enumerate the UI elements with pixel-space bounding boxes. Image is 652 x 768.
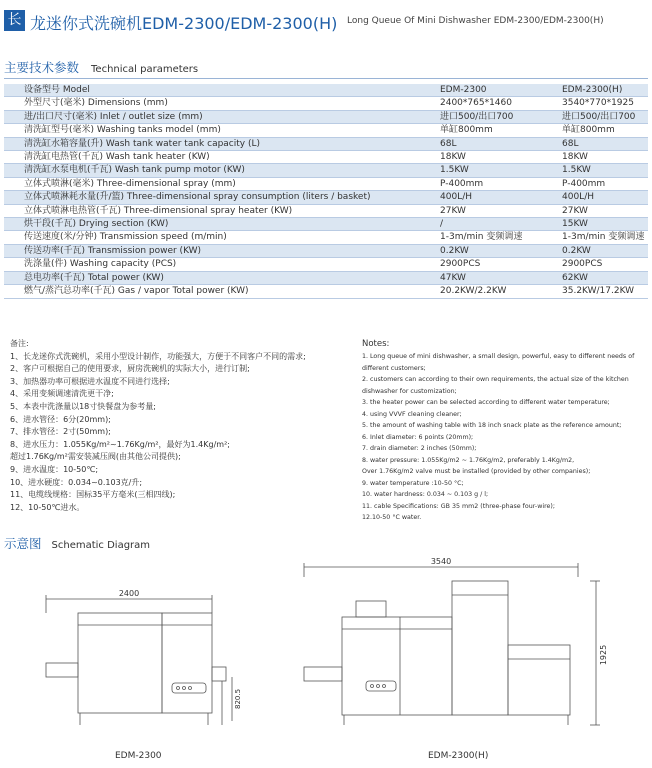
note-item-cn: 12、10-50℃进水。 (10, 502, 85, 512)
param-value-edm-2300: 27KW (436, 204, 558, 217)
param-row (4, 204, 648, 217)
note-item-cn: 2、客户可根据自己的使用要求，厨房洗碗机的实际大小，进行订制; (10, 364, 250, 374)
note-item-cn: 4、采用变频调速清洗更干净; (10, 389, 114, 399)
notes-en (362, 338, 650, 524)
param-value-edm-2300h: 3540*770*1925 (558, 97, 648, 110)
param-value-edm-2300h: 27KW (558, 204, 648, 217)
param-value-edm-2300: 47KW (436, 271, 558, 284)
top-hood (356, 601, 386, 617)
param-value-edm-2300h: 400L/H (558, 191, 648, 204)
note-item-en: 7. drain diameter: 2 inches (50mm); (362, 445, 477, 452)
schematic-drawings (0, 555, 652, 768)
note-item-en: 9. water temperature :10-50 °C; (362, 479, 464, 487)
note-item-cn: 6、进水管径：6分(20mm); (10, 414, 111, 424)
param-value-edm-2300h: 2900PCS (558, 258, 648, 271)
notes-cn-title: 备注: (10, 339, 29, 348)
note-item-en: 11. cable Specifications: GB 35 mm2 (three-phase four-wire); (362, 502, 555, 510)
note-item-en: Over 1.76Kg/m2 valve must be installed (provided by other companies); (362, 468, 591, 475)
wash-body-h (342, 617, 452, 715)
note-item-en: 2. customers can according to their own requirements, the actual size of the kitchen (362, 376, 629, 383)
param-value-edm-2300h: 进口500/出口700 (558, 110, 648, 123)
note-item-cn: 11、电缆线规格：国标35平方毫米(三相四线); (10, 490, 176, 500)
param-row (4, 164, 648, 177)
param-label: 立体式喷淋电热管(千瓦) Three-dimensional spray heater (KW) (4, 204, 436, 217)
param-row (4, 110, 648, 123)
param-value-edm-2300h: 18KW (558, 151, 648, 164)
param-value-edm-2300h: 15KW (558, 218, 648, 231)
param-row (4, 177, 648, 190)
params-table (4, 84, 648, 299)
note-item-en: 4. using VVVF cleaning cleaner; (362, 410, 462, 418)
schematic-heading-cn: 示意图 (4, 536, 42, 551)
param-row (4, 258, 648, 271)
note-item-cn: 1、长龙迷你式洗碗机，采用小型设计制作，功能强大，方便于不同客户不同的需求; (10, 351, 306, 361)
param-value-edm-2300: 1.5KW (436, 164, 558, 177)
param-value-edm-2300: 18KW (436, 151, 558, 164)
dim-width-label-right: 3540 (430, 557, 452, 566)
param-label: 清洗缸电热管(千瓦) Wash tank heater (KW) (4, 151, 436, 164)
note-item-en: 5. the amount of washing table with 18 inch snack plate as the reference amount; (362, 422, 622, 429)
params-section-heading (4, 58, 198, 76)
param-label: 传送功率(千瓦) Transmission power (KW) (4, 244, 436, 257)
notes-en-title: Notes: (362, 339, 390, 349)
param-value-edm-2300h: EDM-2300(H) (558, 84, 648, 97)
caption-edm-2300: EDM-2300 (115, 751, 162, 761)
param-value-edm-2300h: 0.2KW (558, 244, 648, 257)
param-value-edm-2300: 进口500/出口700 (436, 110, 558, 123)
param-label: 设备型号 Model (4, 84, 436, 97)
param-value-edm-2300: 68L (436, 137, 558, 150)
wash-body (78, 613, 162, 713)
notes-cn (10, 338, 350, 514)
param-label: 立体式喷淋耗水量(升/篮) Three-dimensional spray consumption (liters / basket) (4, 191, 436, 204)
param-label: 进/出口尺寸(毫米) Inlet / outlet size (mm) (4, 110, 436, 123)
note-item-cn: 8、进水压力：1.055Kg/m²~1.76Kg/m²，最好为1.4Kg/m²; (10, 439, 230, 449)
dim-height-label-left: 820.5 (234, 688, 242, 710)
brand-logo: 长 (4, 10, 25, 31)
machine-drawing-edm-2300h (304, 557, 608, 725)
note-item-cn: 10、进水硬度：0.034~0.103克/升; (10, 477, 143, 487)
param-value-edm-2300h: 35.2KW/17.2KW (558, 285, 648, 298)
control-body (162, 613, 212, 713)
param-row (4, 124, 648, 137)
dim-width-label-left: 2400 (118, 589, 140, 598)
param-row (4, 137, 648, 150)
note-item-en: 6. Inlet diameter: 6 points (20mm); (362, 433, 474, 441)
note-item-cn: 超过1.76Kg/m²需安装减压阀(由其他公司提供); (10, 452, 181, 462)
note-item-en: 1. Long queue of mini dishwasher, a small design, powerful, easy to different needs of (362, 353, 635, 360)
dim-height-label-right: 1925 (599, 644, 608, 666)
param-value-edm-2300: 2900PCS (436, 258, 558, 271)
machine-drawing-edm-2300 (46, 589, 242, 725)
param-label: 洗涤量(件) Washing capacity (PCS) (4, 258, 436, 271)
schematic-heading-en: Schematic Diagram (51, 540, 151, 551)
note-item-en: different customers; (362, 364, 426, 372)
note-item-cn: 7、排水管径：2寸(50mm); (10, 427, 111, 437)
outlet-table (212, 667, 226, 681)
note-item-en: 8. water pressure: 1.055Kg/m2 ~ 1.76Kg/m2, preferably 1.4Kg/m2, (362, 456, 575, 464)
param-row (4, 97, 648, 110)
param-label: 立体式喷淋(毫米) Three-dimensional spray (mm) (4, 177, 436, 190)
note-item-en: 3. the heater power can be selected according to different water temperature; (362, 399, 610, 406)
param-value-edm-2300h: 单缸800mm (558, 124, 648, 137)
note-item-en: 12.10-50 °C water. (362, 514, 422, 521)
param-value-edm-2300h: 68L (558, 137, 648, 150)
param-label: 传送速度(米/分钟) Transmission speed (m/min) (4, 231, 436, 244)
inlet-table-h (304, 667, 342, 681)
caption-edm-2300h: EDM-2300(H) (428, 751, 489, 761)
outlet-section (508, 645, 570, 715)
param-row (4, 271, 648, 284)
param-row (4, 191, 648, 204)
note-item-en: dishwasher for customization; (362, 387, 457, 395)
param-row (4, 231, 648, 244)
control-panel (172, 683, 206, 693)
param-label: 清洗缸型号(毫米) Washing tanks model (mm) (4, 124, 436, 137)
param-value-edm-2300h: 1.5KW (558, 164, 648, 177)
page-header (4, 10, 648, 34)
note-item-cn: 3、加热器功率可根据进水温度不同进行选择; (10, 376, 170, 386)
param-row (4, 218, 648, 231)
param-value-edm-2300: / (436, 218, 558, 231)
param-label: 清洗缸水泵电机(千瓦) Wash tank pump motor (KW) (4, 164, 436, 177)
dryer-tower (452, 581, 508, 715)
param-row (4, 151, 648, 164)
param-value-edm-2300: 400L/H (436, 191, 558, 204)
param-value-edm-2300: 2400*765*1460 (436, 97, 558, 110)
param-row (4, 84, 648, 97)
page-title-en: Long Queue Of Mini Dishwasher EDM-2300/EDM-2300(H) (347, 16, 604, 26)
param-label: 总电功率(千瓦) Total power (KW) (4, 271, 436, 284)
note-item-cn: 5、本表中洗涤量以18寸快餐盘为参考量; (10, 401, 156, 411)
note-item-cn: 9、进水温度：10-50℃; (10, 464, 99, 474)
page-title-cn: 龙迷你式洗碗机EDM-2300/EDM-2300(H) (30, 14, 338, 33)
param-row (4, 244, 648, 257)
param-value-edm-2300h: 62KW (558, 271, 648, 284)
param-label: 清洗缸水箱容量(升) Wash tank water tank capacity (L) (4, 137, 436, 150)
param-value-edm-2300: 0.2KW (436, 244, 558, 257)
param-value-edm-2300: EDM-2300 (436, 84, 558, 97)
param-label: 外型尺寸(毫米) Dimensions (mm) (4, 97, 436, 110)
param-value-edm-2300h: P-400mm (558, 177, 648, 190)
note-item-en: 10. water hardness: 0.034 ~ 0.103 g / l; (362, 491, 489, 498)
param-row (4, 285, 648, 298)
params-heading-cn: 主要技术参数 (4, 60, 80, 75)
param-value-edm-2300: 20.2KW/2.2KW (436, 285, 558, 298)
param-value-edm-2300: P-400mm (436, 177, 558, 190)
inlet-table (46, 663, 78, 677)
param-label: 烘干段(千瓦) Drying section (KW) (4, 218, 436, 231)
param-value-edm-2300: 1-3m/min 变频调速 (436, 231, 558, 244)
section-divider (4, 78, 648, 79)
schematic-heading (4, 534, 150, 552)
param-label: 燃气/蒸汽总功率(千瓦) Gas / vapor Total power (KW) (4, 285, 436, 298)
param-value-edm-2300: 单缸800mm (436, 124, 558, 137)
param-value-edm-2300h: 1-3m/min 变频调速 (558, 231, 648, 244)
params-heading-en: Technical parameters (91, 64, 199, 75)
